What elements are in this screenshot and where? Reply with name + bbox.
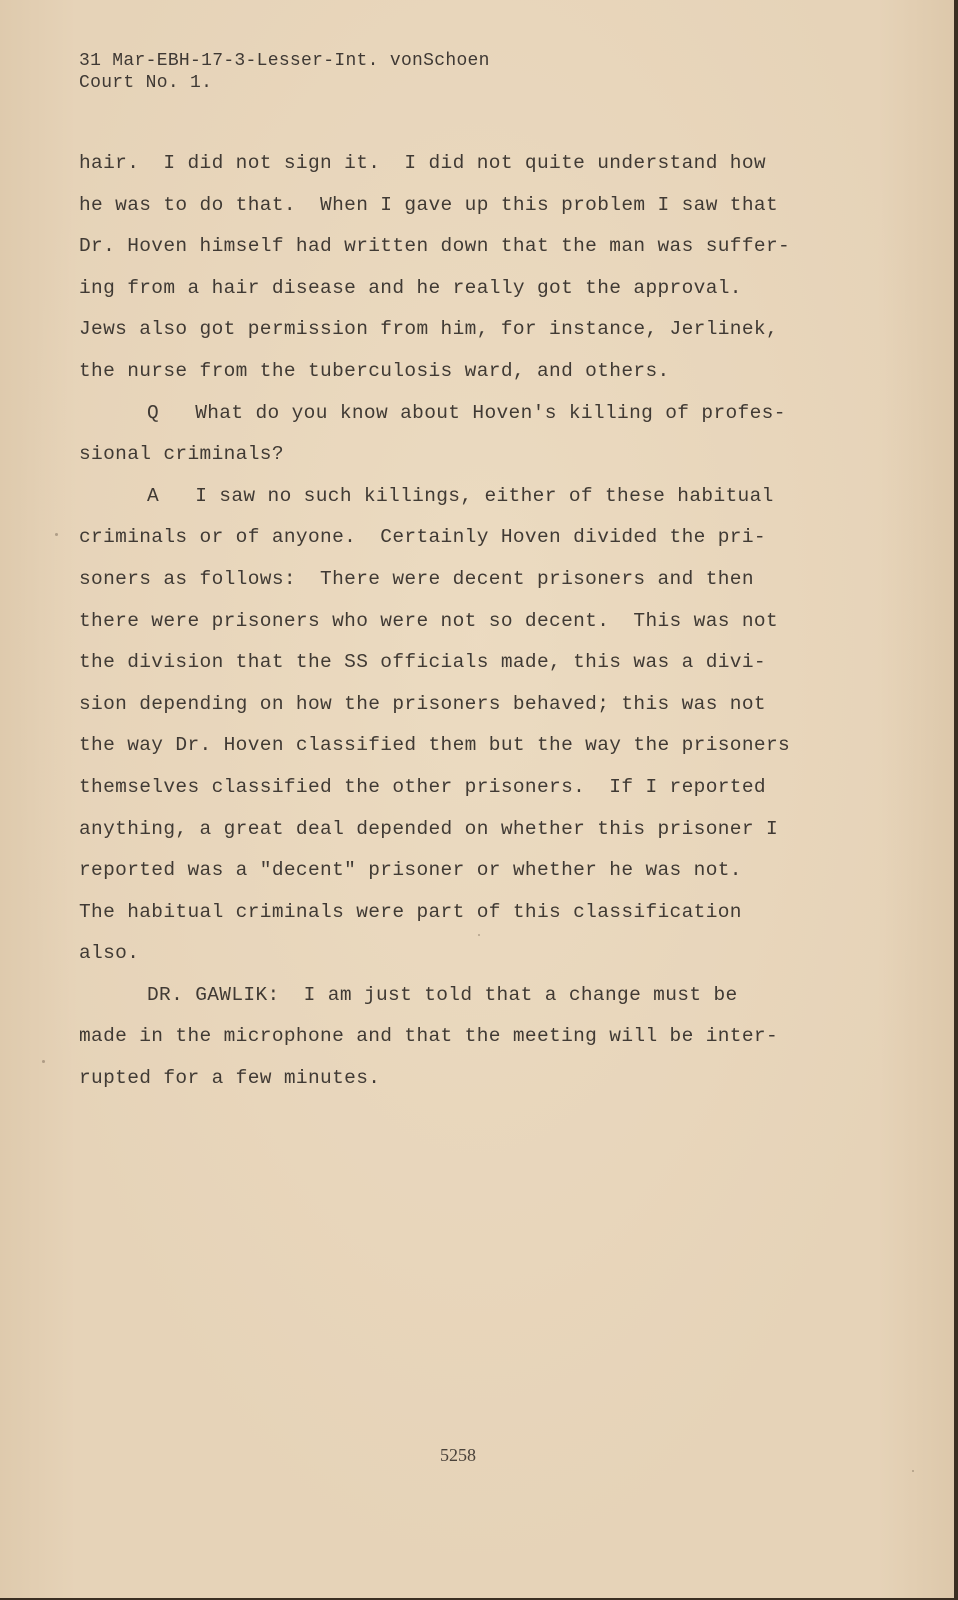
transcript-line: ing from a hair disease and he really got the approval. xyxy=(79,276,742,299)
transcript-line: made in the microphone and that the meeting will be inter- xyxy=(79,1025,779,1048)
transcript-line: sional criminals? xyxy=(79,443,284,466)
paper-speck xyxy=(912,1470,914,1472)
transcript-line: he was to do that. When I gave up this problem I saw that xyxy=(79,193,779,216)
transcript-line: the nurse from the tuberculosis ward, and others. xyxy=(79,359,670,382)
transcript-line: anything, a great deal depended on whether this prisoner I xyxy=(79,817,779,840)
answer-line: A I saw no such killings, either of these habitual xyxy=(147,484,774,507)
transcript-line: The habitual criminals were part of this classification xyxy=(79,900,742,923)
speaker-line: DR. GAWLIK: I am just told that a change must be xyxy=(147,983,738,1006)
transcript-line: criminals or of anyone. Certainly Hoven divided the pri- xyxy=(79,526,766,549)
page-number: 5258 xyxy=(440,1445,476,1465)
transcript-line: hair. I did not sign it. I did not quite understand how xyxy=(79,152,766,174)
transcript-line: soners as follows: There were decent prisoners and then xyxy=(79,567,754,590)
header-court-line: Court No. 1. xyxy=(79,73,213,93)
transcript-line: themselves classified the other prisoners. If I reported xyxy=(79,775,766,798)
transcript-line: Jews also got permission from him, for instance, Jerlinek, xyxy=(79,318,779,341)
paper-speck xyxy=(55,533,58,536)
transcript-line: sion depending on how the prisoners behaved; this was not xyxy=(79,692,766,715)
transcript-line: the way Dr. Hoven classified them but the way the prisoners xyxy=(79,734,791,757)
transcript-line: also. xyxy=(79,942,140,965)
transcript-body xyxy=(79,148,819,1105)
transcript-line: rupted for a few minutes. xyxy=(79,1067,381,1090)
paper-speck xyxy=(42,1060,45,1063)
transcript-line: the division that the SS officials made, this was a divi- xyxy=(79,651,766,674)
transcript-line: there were prisoners who were not so decent. This was not xyxy=(79,609,779,632)
paper-speck xyxy=(478,934,480,936)
question-line: Q What do you know about Hoven's killing of profes- xyxy=(147,401,786,424)
transcript-line: Dr. Hoven himself had written down that the man was suffer- xyxy=(79,235,791,258)
document-header xyxy=(79,50,490,94)
header-reference-line: 31 Mar-EBH-17-3-Lesser-Int. vonSchoen xyxy=(79,51,490,71)
transcript-line: reported was a "decent" prisoner or whether he was not. xyxy=(79,859,742,882)
